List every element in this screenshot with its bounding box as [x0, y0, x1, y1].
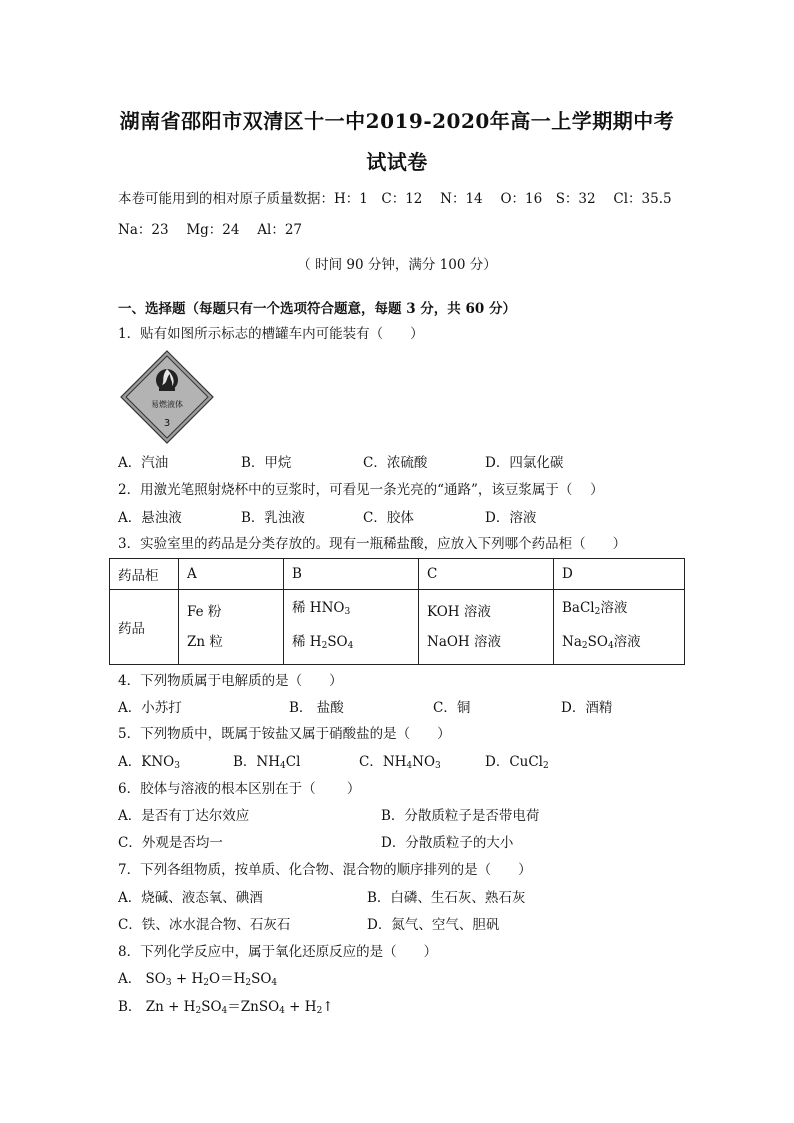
cell-a-item-1: Fe 粉 [187, 604, 222, 620]
q1-option-c: C．浓硫酸 [363, 455, 428, 471]
cell-c-item-2: NaOH 溶液 [427, 634, 501, 650]
section-heading: 一、选择题（每题只有一个选项符合题意，每题 3 分，共 60 分） [118, 301, 516, 317]
cell-a [179, 590, 284, 665]
q8-option-a: A． $SO_3 + H_2O=H_2SO_4$ [118, 971, 278, 988]
flame-icon [156, 369, 178, 391]
q7-option-d: D．氮气、空气、胆矾 [367, 917, 500, 933]
q1-option-a: A．汽油 [118, 455, 169, 471]
q5-option-c: C．$NH_4NO_3$ [359, 754, 441, 771]
cell-d-item-1: BaCl$_2$溶液 [562, 600, 628, 617]
question-3-stem: 3．实验室里的药品是分类存放的。现有一瓶稀盐酸，应放入下列哪个药品柜（ ） [118, 536, 627, 552]
atomic-mass-line2: Na：23 Mg：24 Al：27 [118, 222, 303, 238]
flammable-liquid-hazard-sign [120, 350, 214, 444]
header-cell-c: C [419, 559, 554, 590]
header-label-cell: 药品柜 [110, 559, 179, 590]
row-label-cell: 药品 [110, 590, 179, 665]
header-cell-b: B [284, 559, 419, 590]
q2-option-b: B．乳浊液 [241, 510, 305, 526]
cell-b [284, 590, 419, 665]
cabinet-table [109, 558, 685, 665]
question-7-stem: 7．下列各组物质，按单质、化合物、混合物的顺序排列的是（ ） [118, 862, 532, 878]
q5-option-a: A．$KNO_3$ [118, 754, 180, 771]
question-1-stem: 1．贴有如图所示标志的槽罐车内可能装有（ ） [118, 326, 424, 342]
cabinet-content-row [110, 590, 685, 665]
exam-title-line1: 湖南省邵阳市双清区十一中2019-2020年高一上学期期中考 [119, 109, 675, 133]
cell-c-item-1: KOH 溶液 [427, 604, 491, 620]
sign-text: 易燃液体 [151, 400, 183, 409]
cell-b-item-1: 稀 $HNO_3$ [292, 600, 351, 617]
question-5-stem: 5．下列物质中，既属于铵盐又属于硝酸盐的是（ ） [118, 726, 451, 742]
q6-option-b: B．分散质粒子是否带电荷 [381, 808, 540, 824]
exam-title-line2: 试试卷 [366, 150, 428, 174]
q1-option-d: D．四氯化碳 [485, 455, 564, 471]
question-8-stem: 8．下列化学反应中，属于氧化还原反应的是（ ） [118, 944, 438, 960]
cell-d-item-2: $Na_2SO_4$溶液 [562, 634, 641, 651]
cell-a-item-2: Zn 粒 [187, 634, 223, 650]
cell-c [419, 590, 554, 665]
question-2-stem: 2．用激光笔照射烧杯中的豆浆时，可看见一条光亮的“通路”，该豆浆属于（ ） [118, 482, 604, 498]
q4-option-d: D．酒精 [561, 700, 613, 716]
q6-option-a: A．是否有丁达尔效应 [118, 808, 250, 824]
q2-option-d: D．溶液 [485, 510, 537, 526]
question-4-stem: 4．下列物质属于电解质的是（ ） [118, 673, 343, 689]
sign-number: 3 [163, 418, 171, 429]
atomic-mass-line1: 本卷可能用到的相对原子质量数据：H：1 C：12 N：14 O：16 S：32 Cl：35.5 [118, 191, 672, 207]
q7-option-c: C．铁、冰水混合物、石灰石 [118, 917, 291, 933]
q4-option-b: B． 盐酸 [289, 700, 344, 716]
q7-option-a: A．烧碱、液态氧、碘酒 [118, 890, 263, 906]
q2-option-a: A．悬浊液 [118, 510, 182, 526]
q8-option-b: B． $Zn + H_2SO_4=ZnSO_4$ + $H_2↑$ [118, 999, 334, 1016]
header-cell-a: A [179, 559, 284, 590]
question-6-stem: 6．胶体与溶液的根本区别在于（ ） [118, 781, 361, 797]
q6-option-c: C．外观是否均一 [118, 835, 223, 851]
q4-option-c: C．铜 [433, 700, 471, 716]
q5-option-b: B．$NH_4Cl$ [233, 754, 301, 771]
cell-d [554, 590, 685, 665]
header-cell-d: D [554, 559, 685, 590]
q7-option-b: B．白磷、生石灰、熟石灰 [367, 890, 526, 906]
q4-option-a: A．小苏打 [118, 700, 182, 716]
cabinet-header-row [110, 559, 685, 590]
q2-option-c: C．胶体 [363, 510, 414, 526]
cell-b-item-2: 稀 $H_2SO_4$ [292, 634, 354, 651]
q1-option-b: B．甲烷 [241, 455, 292, 471]
q5-option-d: D．CuCl$_2$ [485, 754, 549, 771]
time-note: （ 时间 90 分钟，满分 100 分） [297, 257, 497, 273]
q6-option-d: D．分散质粒子的大小 [381, 835, 514, 851]
